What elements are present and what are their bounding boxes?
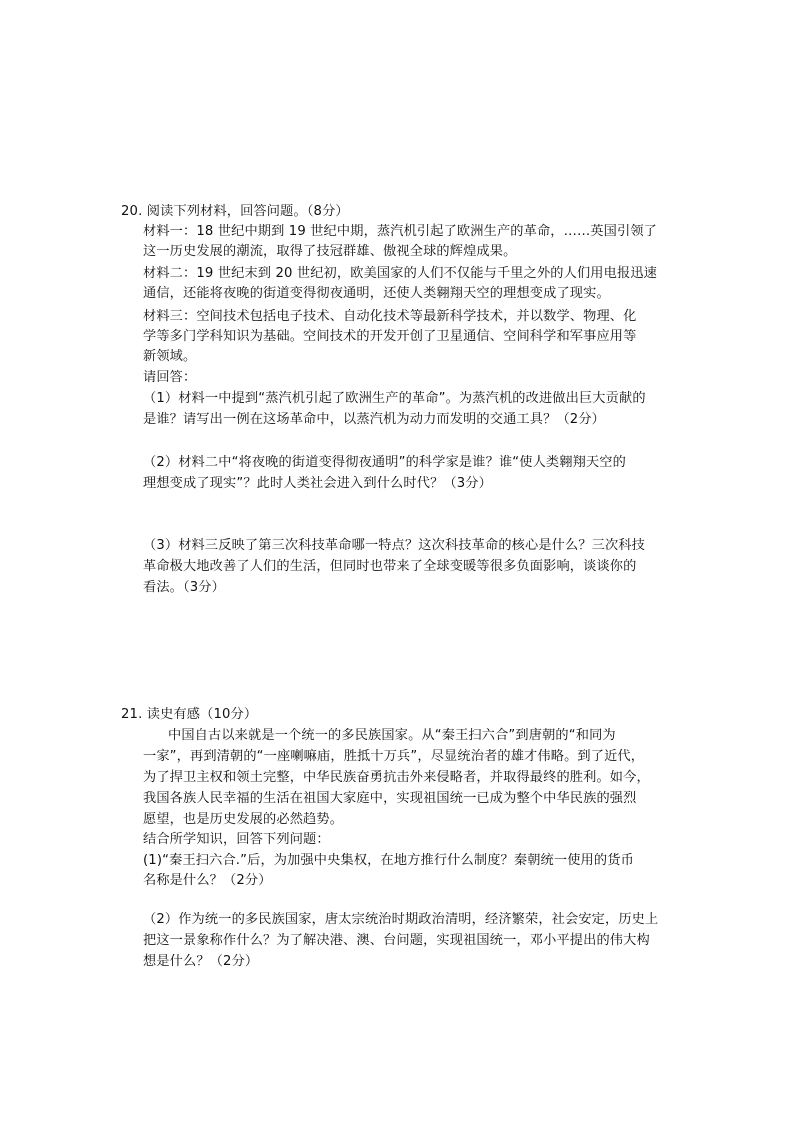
answer-prompt: 请回答： [143,370,197,385]
q20-sub2-line-1: （2）材料二中“将夜晚的街道变得彻夜通明”的科学家是谁？谁“使人类翱翔天空的 [143,455,626,470]
q21-para-line-4: 我国各族人民幸福的生活在祖国大家庭中，实现祖国统一已成为整个中华民族的强烈 [143,791,637,806]
q21-sub2-line-1: （2）作为统一的多民族国家，唐太宗统治时期政治清明，经济繁荣，社会安定，历史上 [143,912,659,927]
material-2-line-1: 材料二：19 世纪末到 20 世纪初，欧美国家的人们不仅能与千里之外的人们用电报迅速 [143,266,657,281]
q20-sub2-line-2: 理想变成了现实”？此时人类社会进入到什么时代？（3分） [143,476,492,491]
q21-para-line-3: 为了捍卫主权和领土完整，中华民族奋勇抗击外来侵略者，并取得最终的胜利。如今， [143,770,650,785]
q21-para-line-1: 中国自古以来就是一个统一的多民族国家。从“秦王扫六合”到唐朝的“和同为 [168,728,616,743]
q21-para-line-2: 一家”，再到清朝的“一座喇嘛庙，胜抵十万兵”，尽显统治者的雄才伟略。到了近代， [143,749,645,764]
q20-header: 20. 阅读下列材料，回答问题。（8分） [121,204,349,219]
q21-sub2-line-2: 把这一景象称作什么？为了解决港、澳、台问题，实现祖国统一，邓小平提出的伟大构 [143,933,650,948]
q20-sub3-line-3: 看法。（3分） [143,580,225,595]
q21-sub2-line-3: 想是什么？（2分） [143,954,259,969]
q20-sub3-line-1: （3）材料三反映了第三次科技革命哪一特点？这次科技革命的核心是什么？三次科技 [143,538,646,553]
material-3-line-1: 材料三：空间技术包括电子技术、自动化技术等最新科学技术，并以数学、物理、化 [143,309,637,324]
q21-para-line-5: 愿望，也是历史发展的必然趋势。 [143,812,344,827]
q20-sub1-line-1: （1）材料一中提到“蒸汽机引起了欧洲生产的革命”。为蒸汽机的改进做出巨大贡献的 [143,391,646,406]
q20-sub3-line-2: 革命极大地改善了人们的生活，但同时也带来了全球变暖等很多负面影响，谈谈你的 [143,559,637,574]
q21-prompt: 结合所学知识，回答下列问题： [143,832,330,847]
q21-sub1-line-2: 名称是什么？（2分） [143,873,272,888]
material-2-line-2: 通信，还能将夜晚的街道变得彻夜通明，还使人类翱翔天空的理想变成了现实。 [143,286,610,301]
q21-sub1-line-1: (1)“秦王扫六合.”后，为加强中央集权，在地方推行什么制度？秦朝统一使用的货币 [143,853,634,868]
q20-sub1-line-2: 是谁？请写出一例在这场革命中，以蒸汽机为动力而发明的交通工具？（2分） [143,412,606,427]
q21-header: 21. 读史有感（10分） [121,707,258,722]
material-3-line-3: 新领域。 [143,349,197,364]
material-1-line-2: 这一历史发展的潮流，取得了技冠群雄、傲视全球的辉煌成果。 [143,244,517,259]
material-3-line-2: 学等多门学科知识为基础。空间技术的开发开创了卫星通信、空间科学和军事应用等 [143,329,637,344]
material-1-line-1: 材料一：18 世纪中期到 19 世纪中期，蒸汽机引起了欧洲生产的革命，……英国引领了 [143,224,657,239]
